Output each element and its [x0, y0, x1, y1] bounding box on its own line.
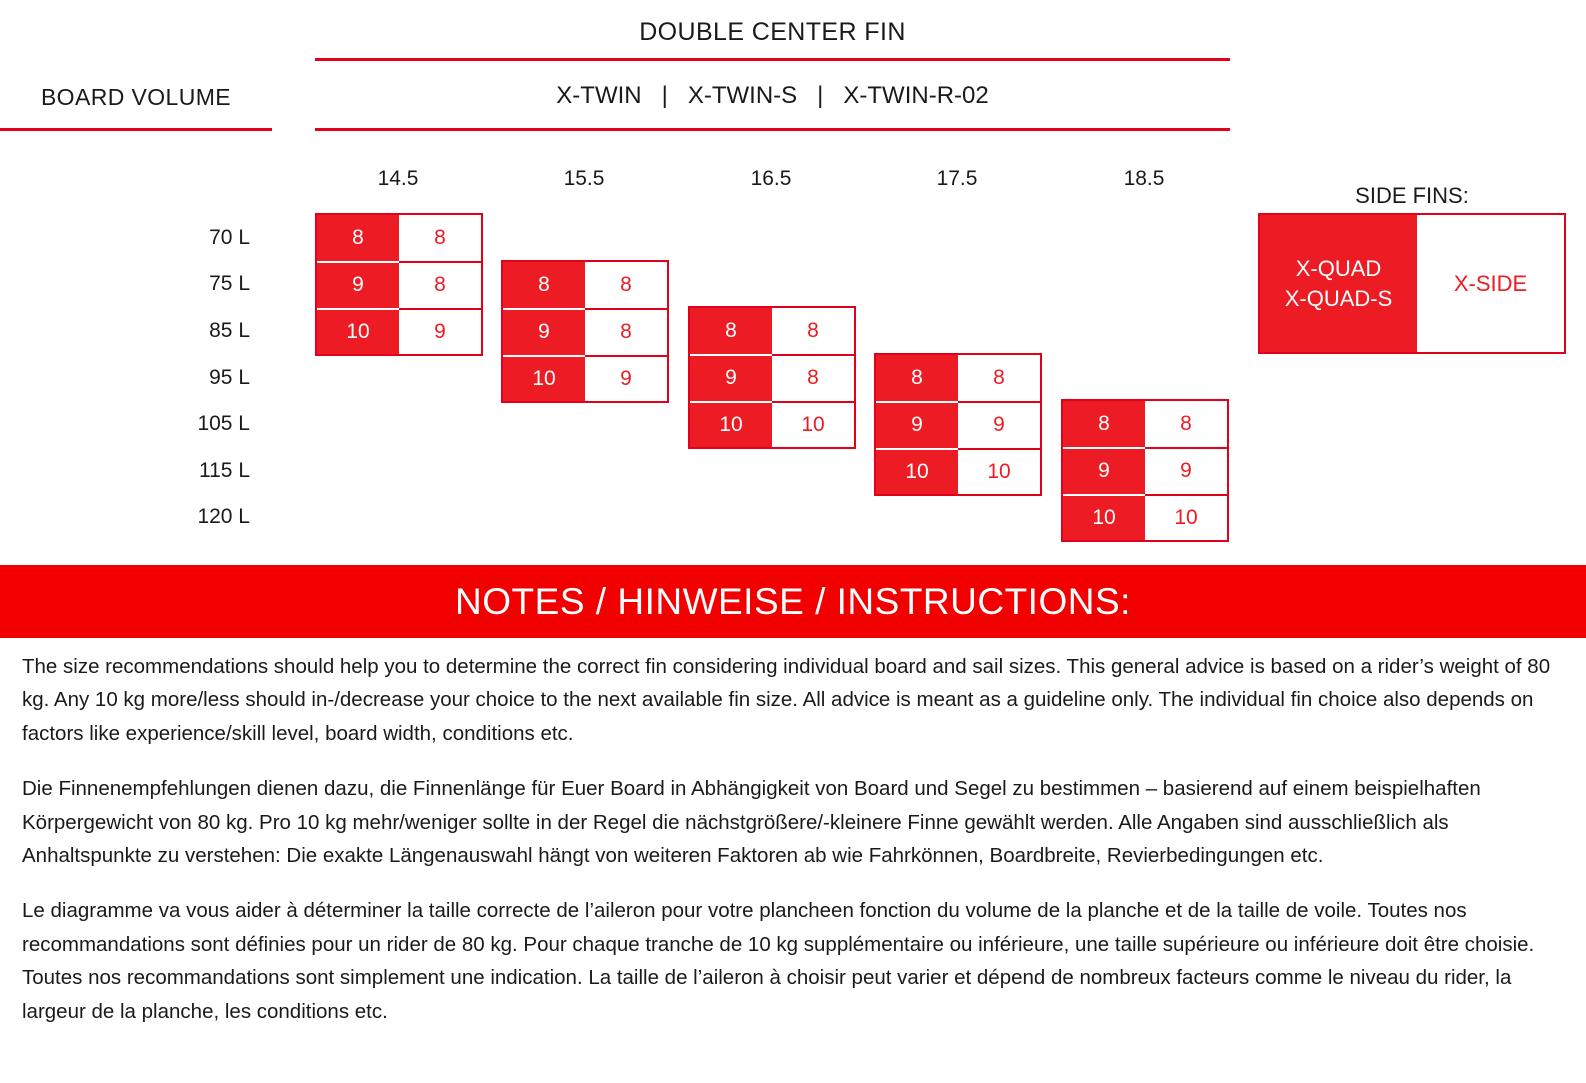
board-volume-row-label: 120 L: [197, 505, 250, 528]
center-fin-value: 9: [503, 308, 585, 354]
side-fins-quad-line2: X-QUAD-S: [1284, 285, 1393, 311]
fin-size-block: [688, 306, 856, 449]
center-fin-value: 8: [1098, 412, 1110, 436]
notes-paragraph-fr: Le diagramme va vous aider à déterminer la taille correcte de l’aileron pour votre plancheen fonction du volume de la planche et de la taille de voile. Toutes nos recommandations sont définies pour un rider de 80 kg. Pour chaque tranche de 10 kg supplémentaire ou inférieure, une taille supérieure ou inférieure doit être choisie. Toutes nos recommandations sont simplement une indication. La taille de l’aileron à choisir peut varier et dépend de nombreux facteurs comme le niveau du rider, la largeur de la planche, les conditions etc.: [22, 899, 1535, 1023]
center-fin-value: 10: [1063, 494, 1145, 540]
board-volume-row-label: 75 L: [209, 272, 250, 295]
board-volume-row-label: 70 L: [209, 226, 250, 249]
sail-size-tick: 17.5: [936, 167, 978, 190]
notes-banner-title: NOTES / HINWEISE / INSTRUCTIONS:: [455, 580, 1131, 622]
side-fins-quad-line1: X-QUAD: [1295, 255, 1382, 281]
header-rule-top: [315, 58, 1230, 61]
side-fin-value: 10: [772, 401, 854, 447]
center-fin-value: 10: [317, 308, 399, 354]
board-volume-row-label: 85 L: [209, 319, 250, 342]
header-rule-bottom: [315, 128, 1230, 131]
side-fins-title: SIDE FINS:: [1355, 183, 1469, 208]
center-fin-column: [503, 262, 585, 401]
side-fin-column: [399, 215, 481, 354]
side-fin-column: [772, 308, 854, 447]
side-fin-value: 8: [620, 273, 632, 297]
group-title: DOUBLE CENTER FIN: [639, 18, 906, 46]
side-fins-side-model: X-SIDE: [1417, 215, 1564, 352]
notes-paragraph-de: Die Finnenempfehlungen dienen dazu, die Finnenlänge für Euer Board in Abhängigkeit von Board und Segel zu bestimmen – basierend auf einem beispielhaften Körpergewicht von 80 kg. Pro 10 kg mehr/weniger sollte in der Regel die nächstgrößere/-kleinere Finne gewählt werden. Alle Angaben sind ausschließlich als Anhaltspunkte zu verstehen: Die exakte Längenauswahl hängt von weiteren Faktoren ab wie Fahrkönnen, Boardbreite, Revierbedingungen etc.: [22, 777, 1481, 868]
side-fin-value: 8: [399, 261, 481, 307]
center-fin-column: [876, 355, 958, 494]
fin-size-block: [1061, 399, 1229, 542]
center-fin-value: 9: [876, 401, 958, 447]
side-fin-column: [1145, 401, 1227, 540]
side-fin-value: 9: [1145, 447, 1227, 493]
center-fin-value: 8: [725, 319, 737, 343]
sail-size-tick: 15.5: [563, 167, 605, 190]
side-fin-value: 8: [993, 366, 1005, 390]
center-fin-value: 8: [352, 226, 364, 250]
center-fin-value: 10: [876, 448, 958, 494]
sail-size-tick: 16.5: [750, 167, 792, 190]
side-fins-quad-models: [1260, 215, 1417, 352]
side-fin-column: [958, 355, 1040, 494]
side-fin-value: 9: [399, 308, 481, 354]
board-volume-row-label: 105 L: [197, 412, 250, 435]
center-fin-value: 8: [538, 273, 550, 297]
board-volume-row-label: 115 L: [199, 459, 250, 482]
fin-size-block: [315, 213, 483, 356]
sail-size-tick: 18.5: [1123, 167, 1165, 190]
center-fin-value: 10: [503, 355, 585, 401]
board-volume-row-label: 95 L: [209, 366, 250, 389]
side-fin-value: 8: [807, 319, 819, 343]
center-fin-value: 9: [1063, 447, 1145, 493]
side-fin-value: 8: [772, 354, 854, 400]
fin-size-block: [874, 353, 1042, 496]
sail-size-tick: 14.5: [377, 167, 419, 190]
side-fin-value: 10: [958, 448, 1040, 494]
side-fin-value: 8: [585, 308, 667, 354]
center-fin-column: [690, 308, 772, 447]
group-models: X-TWIN | X-TWIN-S | X-TWIN-R-02: [556, 82, 989, 109]
board-volume-rule: [0, 128, 272, 131]
side-fin-value: 9: [958, 401, 1040, 447]
side-fins-legend: [1258, 213, 1566, 354]
notes-paragraph-en: The size recommendations should help you to determine the correct fin considering individual board and sail sizes. This general advice is based on a rider’s weight of 80 kg. Any 10 kg more/less should in-/decrease your choice to the next available fin size. All advice is meant as a guideline only. The individual fin choice also depends on factors like experience/skill level, board width, conditions etc.: [22, 655, 1551, 745]
center-fin-column: [1063, 401, 1145, 540]
center-fin-value: 9: [690, 354, 772, 400]
side-fin-value: 8: [1180, 412, 1192, 436]
notes-body: [22, 650, 1564, 1050]
side-fin-column: [585, 262, 667, 401]
center-fin-column: [317, 215, 399, 354]
fin-size-block: [501, 260, 669, 403]
side-fin-value: 9: [585, 355, 667, 401]
side-fin-value: 10: [1145, 494, 1227, 540]
center-fin-value: 8: [911, 366, 923, 390]
center-fin-value: 10: [690, 401, 772, 447]
notes-banner: [0, 565, 1586, 638]
center-fin-value: 9: [317, 261, 399, 307]
board-volume-header: BOARD VOLUME: [40, 84, 232, 110]
side-fin-value: 8: [434, 226, 446, 250]
